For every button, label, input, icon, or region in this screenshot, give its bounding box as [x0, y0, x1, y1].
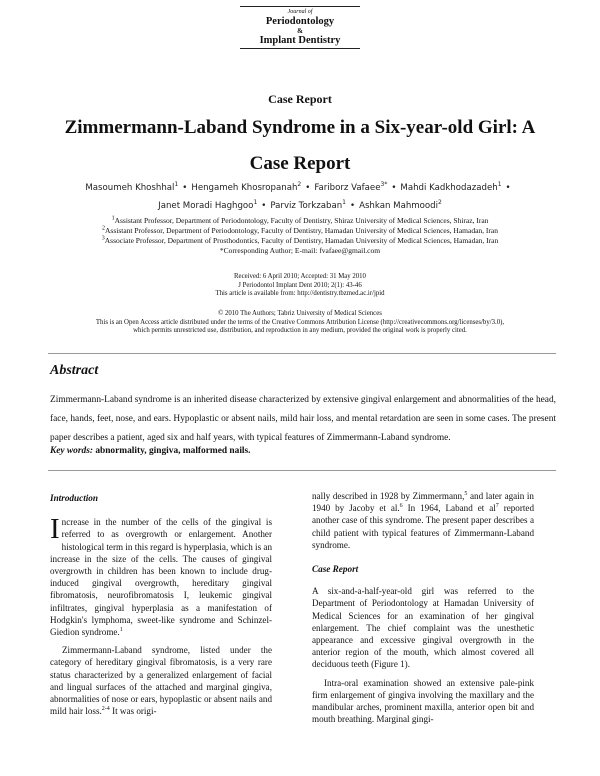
- corresponding-author: *Corresponding Author; E-mail: fvafaee@gmail.com: [219, 246, 381, 255]
- column-left: [50, 492, 272, 723]
- received-line: Received: 6 April 2010; Accepted: 31 May 2010: [234, 273, 366, 280]
- affiliations: [40, 216, 560, 256]
- author: Janet Moradi Haghgoo$^1$: [158, 199, 258, 211]
- license-line-2: which permits unrestricted use, distribution, and reproduction in any medium, provided the original work is properly cited.: [133, 327, 467, 335]
- journal-line2: Periodontology: [265, 16, 335, 27]
- author-list: [40, 179, 560, 215]
- author: Parviz Torkzaban$^1$: [270, 199, 346, 211]
- author-line-1: Masoumeh Khoshhal$^1$ • Hengameh Khosropanah$^2$ • Fariborz Vafaee$^{3*}$ • Mahdi Kadkhodazadeh$^1$ •: [85, 181, 511, 193]
- affiliation: $^3$Associate Professor, Department of Prosthodontics, Faculty of Dentistry, Hamadan University of Medical Sciences, Hamadan, Iran: [101, 235, 499, 245]
- license-block: [30, 310, 570, 336]
- author: Masoumeh Khoshhal$^1$: [85, 181, 179, 193]
- introduction-heading: Introduction: [50, 493, 98, 503]
- journal-line3: Implant Dentistry: [259, 35, 341, 46]
- journal-line1: Journal of: [287, 9, 313, 15]
- article-dates: [40, 273, 560, 299]
- author: Ashkan Mahmoodi$^2$: [359, 199, 442, 211]
- keywords-value: abnormality, gingiva, malformed nails.: [95, 446, 251, 456]
- author-line-2: Janet Moradi Haghgoo$^1$ • Parviz Torkzaban$^1$ • Ashkan Mahmoodi$^2$: [158, 199, 442, 211]
- intro-continuation: nally described in 1928 by Zimmermann,$^5$ and later again in 1940 by Jacoby et al.$^6$ In 1964, Laband et $al^7$ reported another case of this syndrome. The present paper describes a child patient with typical features of Zimmermann-Laband syndrome.: [312, 490, 534, 550]
- affiliation: $^1$Assistant Professor, Department of Periodontology, Faculty of Dentistry, Shiraz University of Medical Sciences, Shiraz, Iran: [111, 215, 489, 225]
- author: Mahdi Kadkhodazadeh$^1$: [400, 181, 502, 193]
- abstract-heading: Abstract: [50, 363, 99, 378]
- author: Fariborz Vafaee$^{3*}$: [314, 181, 388, 193]
- keywords: [50, 446, 251, 456]
- column-right: [312, 490, 534, 731]
- intro-paragraph-2: Zimmermann-Laband syndrome, listed under the category of hereditary gingival fibromatosis, is a very rare status characterized by a generalized enlargement of facial and lingual surfaces of the attached and marginal gingiva, abnormalities of nose or ears, hypoplastic or absent nails and mild hair loss.$^{2-4}$ It was origi-: [50, 645, 272, 717]
- case-report-heading: Case Report: [312, 564, 359, 575]
- case-paragraph-1: A six-and-a-half-year-old girl was referred to the Department of Periodontology at Hamadan University of Medical Sciences for an examination of her gingival enlargement. The chief complaint was the unesthetic appearance and excessive gingival overgrowth in the anterior region of the mouth, which almost covered all deciduous teeth (Figure 1).: [312, 586, 534, 670]
- journal-masthead: [240, 6, 360, 50]
- availability-line: This article is available from: http://dentistry.tbzmed.ac.ir/jpid: [215, 290, 385, 298]
- author: Hengameh Khosropanah$^2$: [191, 181, 302, 193]
- copyright-line: © 2010 The Authors; Tabriz University of Medical Sciences: [218, 310, 382, 317]
- license-line-1: This is an Open Access article distributed under the terms of the Creative Commons Attribution License (http://creativecommons.org/licenses/by/3.0),: [95, 318, 505, 326]
- intro-paragraph-1: Increase in the number of the cells of the gingival is referred to as overgrowth or enlargement. Another histological term in this regard is hyperplasia, which is an increase in the size of the cells. The causes of gingival overgrowth in children has been known to include drug-induced gingival overgrowth, hereditary gingival fibromatosis, neurofibromatosis I, leukemic gingival infiltrates, gingival hyperplasia as a manifestation of Hodgkin's lymphoma, sweet-like syndrome and Schinzel-Giedion syndrome.$^1$: [50, 513, 272, 638]
- journal-amp: &: [297, 27, 303, 35]
- keywords-label: Key words:: [50, 446, 93, 456]
- abstract-body: Zimmermann-Laband syndrome is an inherited disease characterized by extensive gingival enlargement and abnormalities of the head, face, hands, feet, nose, and ears. Hypoplastic or absent nails, mild hair loss, and mental retardation are seen in some cases. The present paper describes a patient, aged six and half years, with typical features of Zimmermann-Laband syndrome.: [50, 395, 556, 443]
- abstract-divider-top: [48, 353, 556, 354]
- affiliation: $^2$Assistant Professor, Department of Periodontology, Faculty of Dentistry, Hamadan University of Medical Sciences, Hamadan, Iran: [101, 225, 498, 235]
- case-paragraph-2: Intra-oral examination showed an extensive pale-pink firm enlargement of gingiva involving the maxillary and the mandibular arches, prominent maxilla, anterior open bit and mouth breathing. Marginal gingi-: [312, 677, 534, 725]
- masthead-rule-top: [240, 6, 360, 7]
- citation-line: J Periodontol Implant Dent 2010; 2(1): 43-46: [238, 281, 362, 289]
- abstract-divider-bottom: [48, 470, 556, 471]
- masthead-rule-bottom: [240, 48, 360, 49]
- article-type: Case Report: [268, 92, 332, 106]
- drop-cap: I: [50, 513, 60, 546]
- article-title: Zimmermann-Laband Syndrome in a Six-year-old Girl: A Case Report: [64, 117, 536, 174]
